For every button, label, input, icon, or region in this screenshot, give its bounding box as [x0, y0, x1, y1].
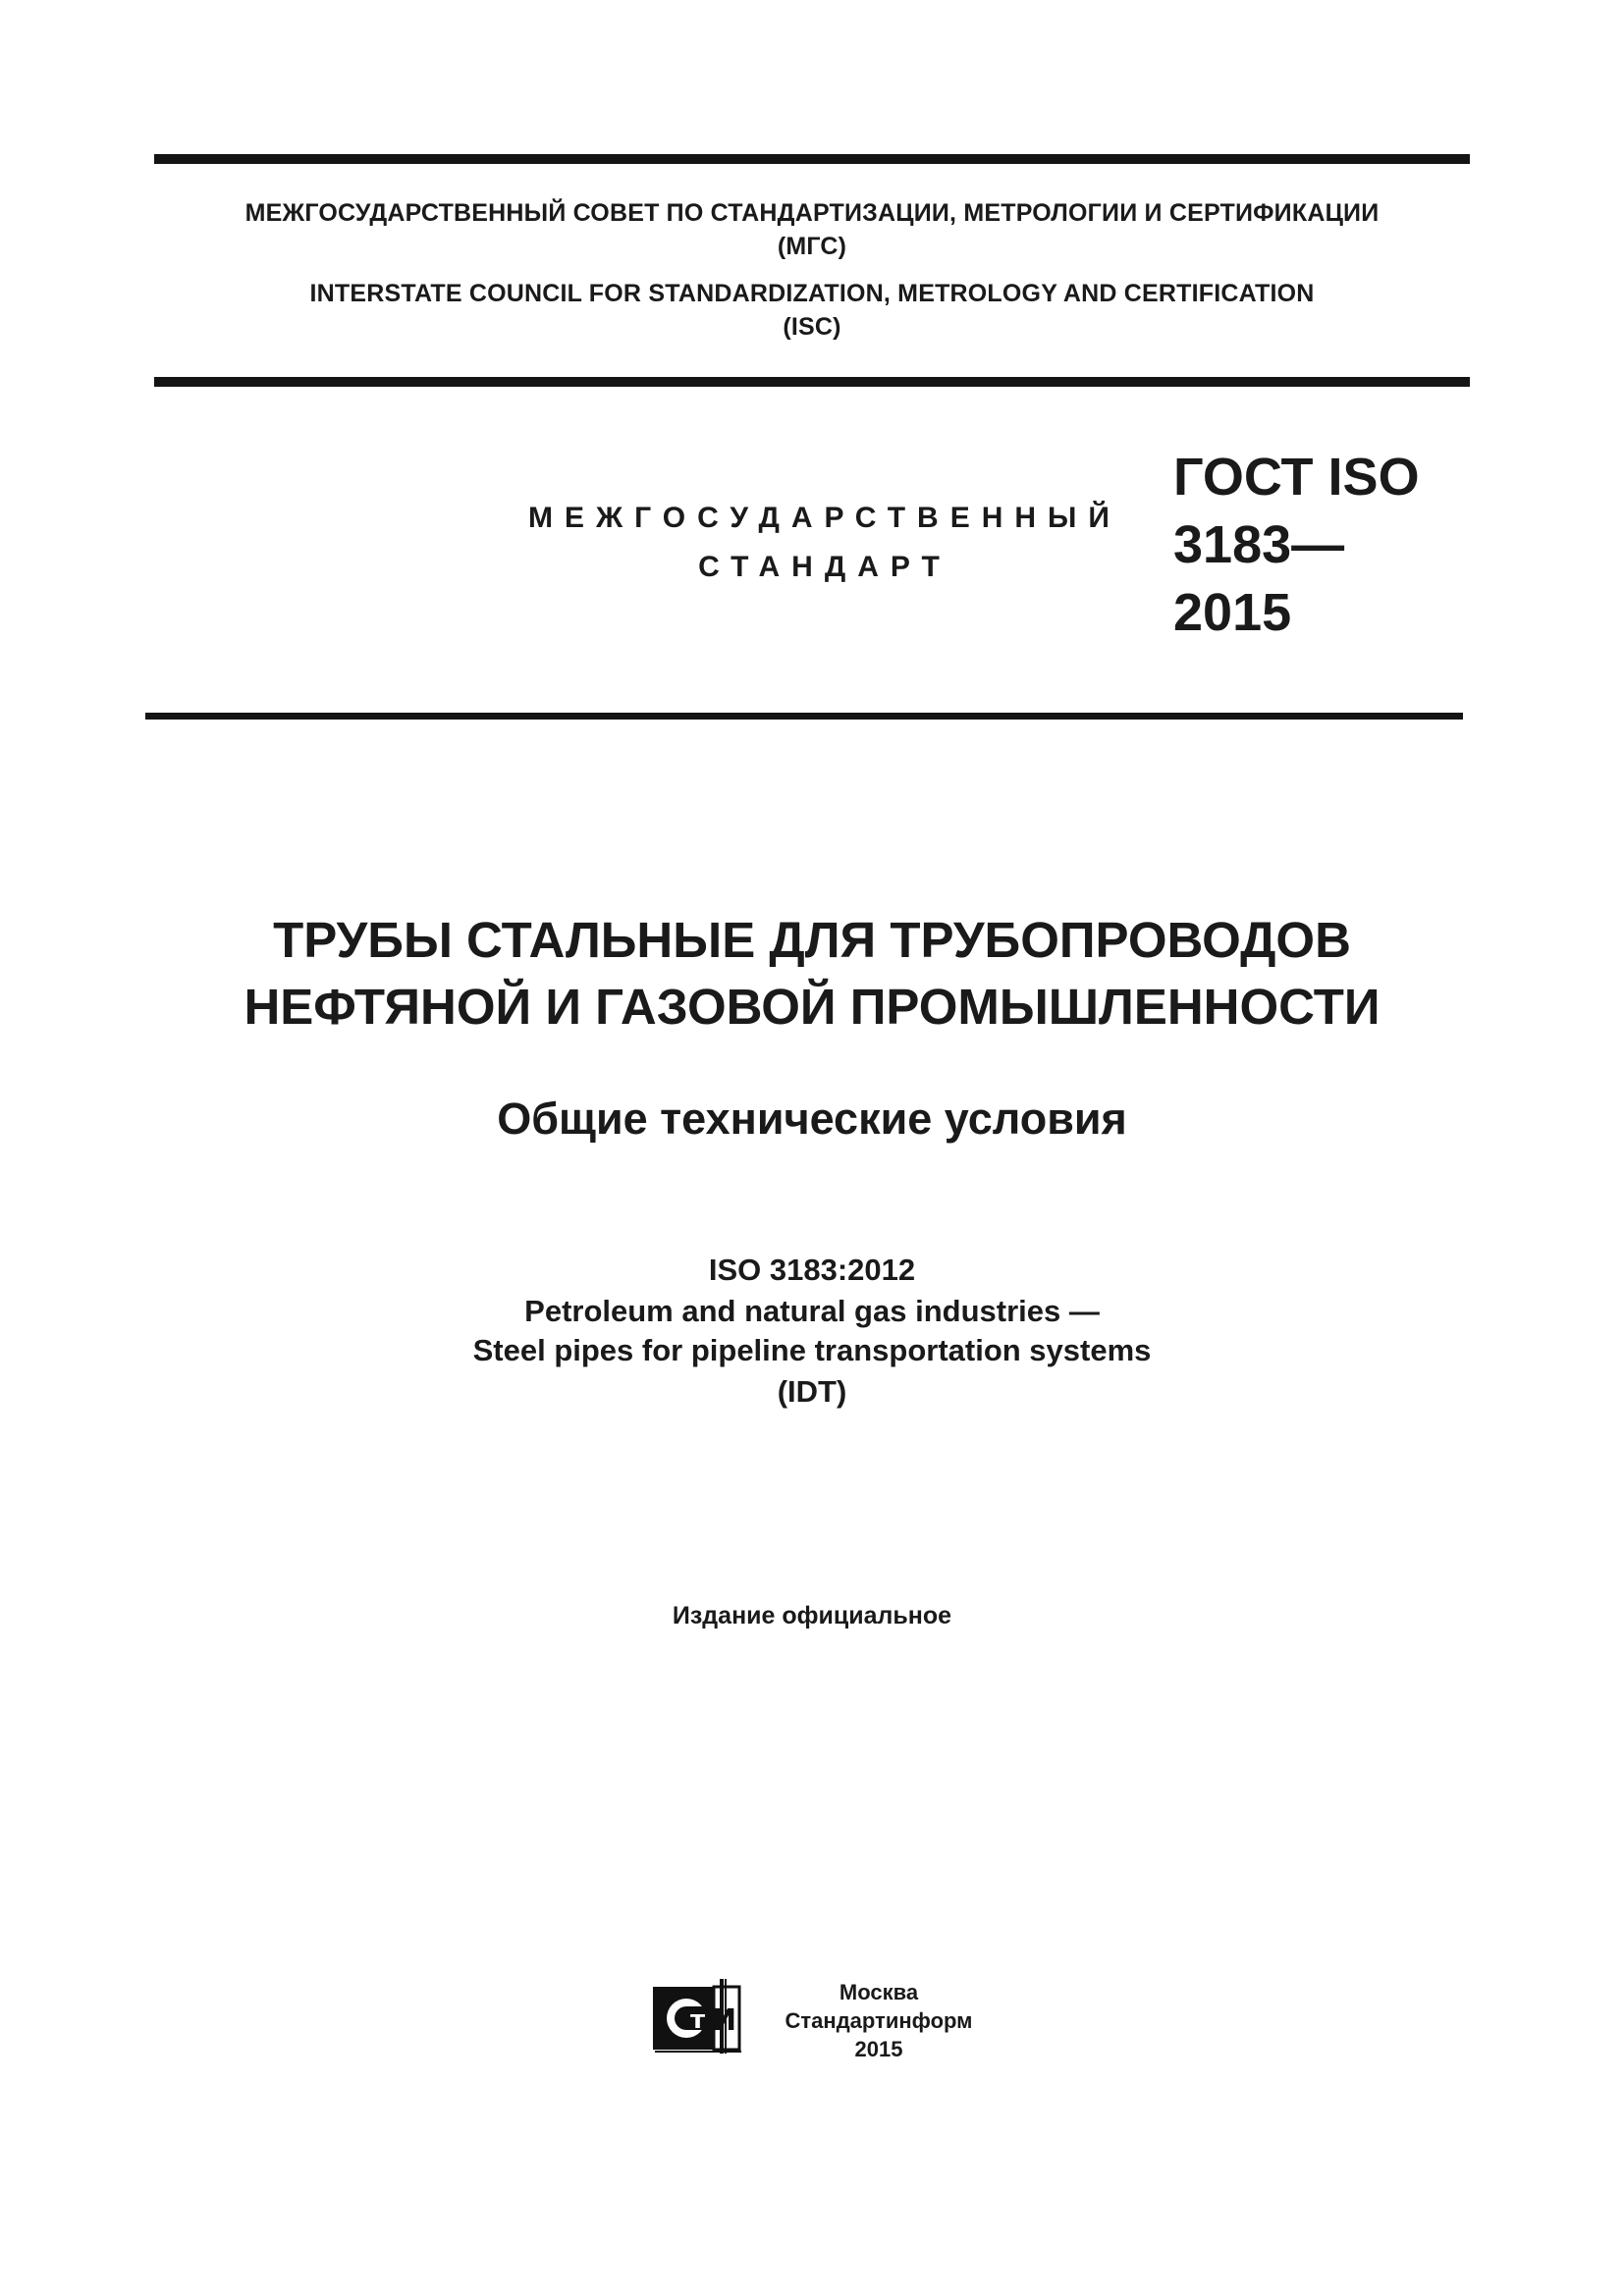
main-title-line2: НЕФТЯНОЙ И ГАЗОВОЙ ПРОМЫШЛЕННОСТИ: [244, 979, 1380, 1035]
council-ru-name: МЕЖГОСУДАРСТВЕННЫЙ СОВЕТ ПО СТАНДАРТИЗАЦИИ, МЕТРОЛОГИИ И СЕРТИФИКАЦИИ: [244, 199, 1380, 227]
edition-label: Издание официальное: [672, 1602, 952, 1629]
standard-kind-line2: СТАНДАРТ: [698, 551, 951, 583]
iso-code: ISO 3183:2012: [708, 1253, 916, 1287]
svg-text:И: И: [712, 2003, 737, 2038]
standard-bottom-rule: [145, 713, 1463, 720]
gost-number-line2: 3183—: [1173, 515, 1345, 574]
iso-title-line2: Steel pipes for pipeline transportation systems: [472, 1333, 1152, 1367]
gost-number-line1: ГОСТ ISO: [1173, 448, 1420, 507]
publisher-name: Стандартинформ: [785, 2008, 973, 2033]
publisher-year: 2015: [854, 2037, 903, 2061]
svg-text:т: т: [690, 2005, 706, 2035]
top-rule: [154, 154, 1470, 164]
main-subtitle: Общие технические условия: [497, 1094, 1127, 1144]
publisher-city: Москва: [839, 1980, 919, 2004]
council-en-abbr: (ISC): [783, 313, 841, 341]
standartinform-logo-icon: [653, 1979, 743, 2054]
gost-number-line3: 2015: [1173, 583, 1292, 642]
iso-title-line1: Petroleum and natural gas industries —: [524, 1294, 1100, 1328]
header-bottom-rule: [154, 377, 1470, 387]
council-ru-abbr: (МГС): [777, 233, 847, 260]
council-en-name: INTERSTATE COUNCIL FOR STANDARDIZATION, METROLOGY AND CERTIFICATION: [309, 280, 1315, 307]
main-title-line1: ТРУБЫ СТАЛЬНЫЕ ДЛЯ ТРУБОПРОВОДОВ: [273, 912, 1351, 968]
standard-kind-line1: МЕЖГОСУДАРСТВЕННЫЙ: [528, 502, 1121, 534]
iso-equivalence: (IDT): [777, 1374, 847, 1409]
